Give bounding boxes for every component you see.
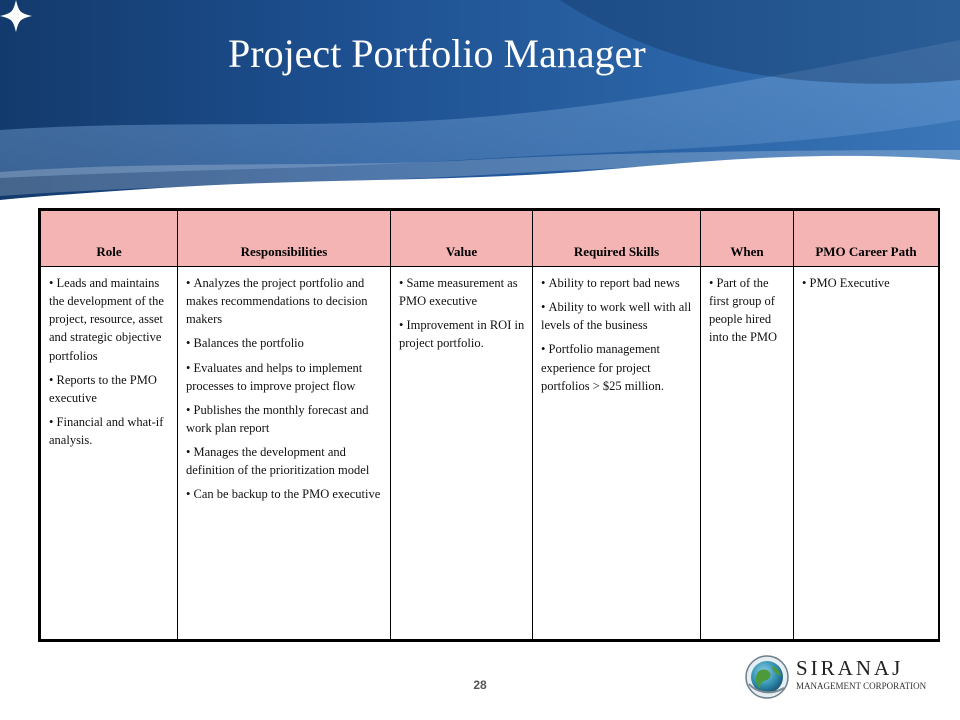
header-role: Role xyxy=(41,211,178,267)
logo-subtitle: MANAGEMENT CORPORATION xyxy=(796,681,927,691)
list-item: • Same measurement as PMO executive xyxy=(399,274,526,310)
logo-name: SIRANAJ xyxy=(796,656,904,680)
header-value: Value xyxy=(391,211,533,267)
header-career-path: PMO Career Path xyxy=(794,211,939,267)
globe-logo-icon xyxy=(744,654,790,700)
list-item: • Can be backup to the PMO executive xyxy=(186,485,384,503)
slide-title: Project Portfolio Manager xyxy=(228,31,646,76)
header-responsibilities: Responsibilities xyxy=(178,211,391,267)
list-item: • Leads and maintains the development of the project, resource, asset and strategic objective portfolios xyxy=(49,274,171,365)
company-logo xyxy=(744,654,927,708)
cell-when xyxy=(701,267,794,640)
list-item: • Financial and what-if analysis. xyxy=(49,413,171,449)
list-item: • Ability to work well with all levels of the business xyxy=(541,298,694,334)
list-item: • Reports to the PMO executive xyxy=(49,371,171,407)
table-row xyxy=(41,267,939,640)
list-item: • Publishes the monthly forecast and work plan report xyxy=(186,401,384,437)
cell-value xyxy=(391,267,533,640)
cell-required-skills xyxy=(533,267,701,640)
cell-role xyxy=(41,267,178,640)
roles-table xyxy=(38,208,940,642)
header-required-skills: Required Skills xyxy=(533,211,701,267)
list-item: • PMO Executive xyxy=(802,274,932,292)
list-item: • Portfolio management experience for project portfolios > $25 million. xyxy=(541,340,694,394)
cell-responsibilities xyxy=(178,267,391,640)
page-number: 28 xyxy=(473,678,487,692)
header-when: When xyxy=(701,211,794,267)
table-header-row xyxy=(41,211,939,267)
list-item: • Manages the development and definition of the prioritization model xyxy=(186,443,384,479)
list-item: • Improvement in ROI in project portfolio. xyxy=(399,316,526,352)
list-item: • Evaluates and helps to implement processes to improve project flow xyxy=(186,359,384,395)
list-item: • Part of the first group of people hired into the PMO xyxy=(709,274,787,347)
list-item: • Balances the portfolio xyxy=(186,334,384,352)
list-item: • Analyzes the project portfolio and makes recommendations to decision makers xyxy=(186,274,384,328)
list-item: • Ability to report bad news xyxy=(541,274,694,292)
cell-career-path xyxy=(794,267,939,640)
